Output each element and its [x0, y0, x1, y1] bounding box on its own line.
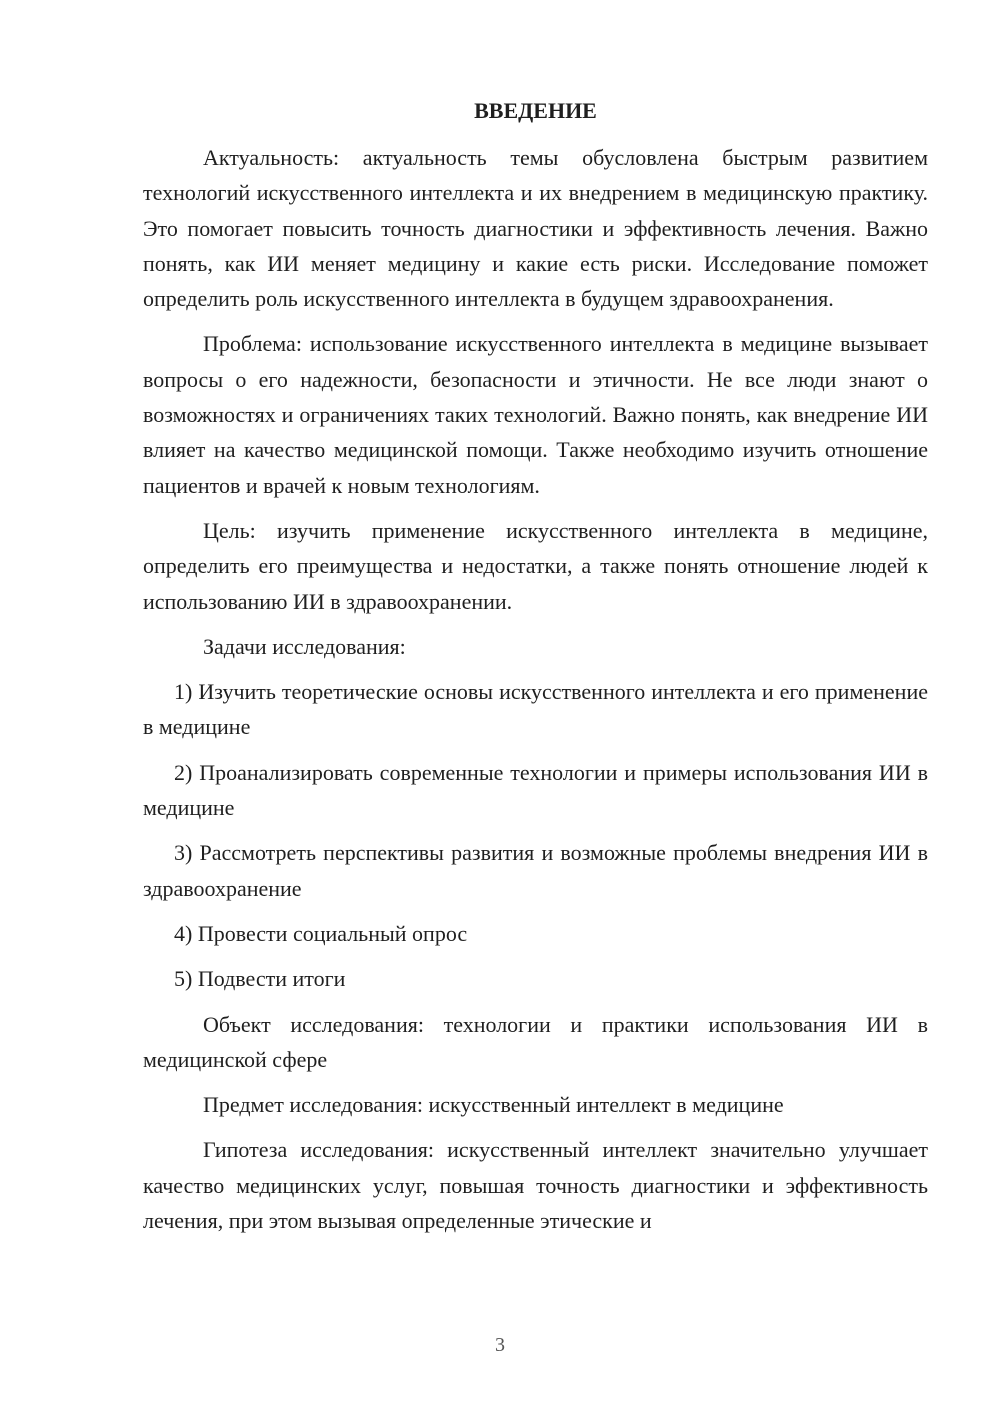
task-item-2: 2) Проанализировать современные технологии и примеры использования ИИ в медицине: [143, 759, 928, 821]
subject-paragraph: Предмет исследования: искусственный интеллект в медицине: [203, 1092, 784, 1118]
task-item-1: 1) Изучить теоретические основы искусственного интеллекта и его применение в медицине: [143, 679, 928, 740]
tasks-heading: Задачи исследования:: [203, 633, 406, 659]
relevance-paragraph: Актуальность: актуальность темы обусловлена быстрым развитием технологий искусственного интеллекта и их внедрением в медицинскую практику. Это помогает повысить точность диагностики и эффективность лечения. Важно понять, как ИИ меняет медицину и какие есть риски. Исследование поможет определить роль искусственного интеллекта в будущем здравоохранения.: [143, 145, 928, 312]
page-body: [143, 94, 928, 1248]
task-item-3: 3) Рассмотреть перспективы развития и возможные проблемы внедрения ИИ в здравоохранение: [143, 840, 928, 901]
hypothesis-paragraph: Гипотеза исследования: искусственный интеллект значительно улучшает качество медицинских услуг, повышая точность диагностики и эффективность лечения, при этом вызывая определенные этические и: [143, 1137, 928, 1234]
task-item-4: 4) Провести социальный опрос: [174, 920, 468, 946]
page-number: 3: [495, 1334, 505, 1356]
task-item-5: 5) Подвести итоги: [174, 966, 346, 992]
object-paragraph: Объект исследования: технологии и практики использования ИИ в медицинской сфере: [143, 1011, 928, 1072]
goal-paragraph: Цель: изучить применение искусственного интеллекта в медицине, определить его преимущества и недостатки, а также понять отношение людей к использованию ИИ в здравоохранении.: [143, 517, 928, 614]
section-title: ВВЕДЕНИЕ: [474, 98, 597, 123]
problem-paragraph: Проблема: использование искусственного интеллекта в медицине вызывает вопросы о его надежности, безопасности и этичности. Не все люди знают о возможностях и ограничениях таких технологий. Важно понять, как внедрение ИИ влияет на качество медицинской помощи. Также необходимо изучить отношение пациентов и врачей к новым технологиям.: [143, 331, 928, 498]
